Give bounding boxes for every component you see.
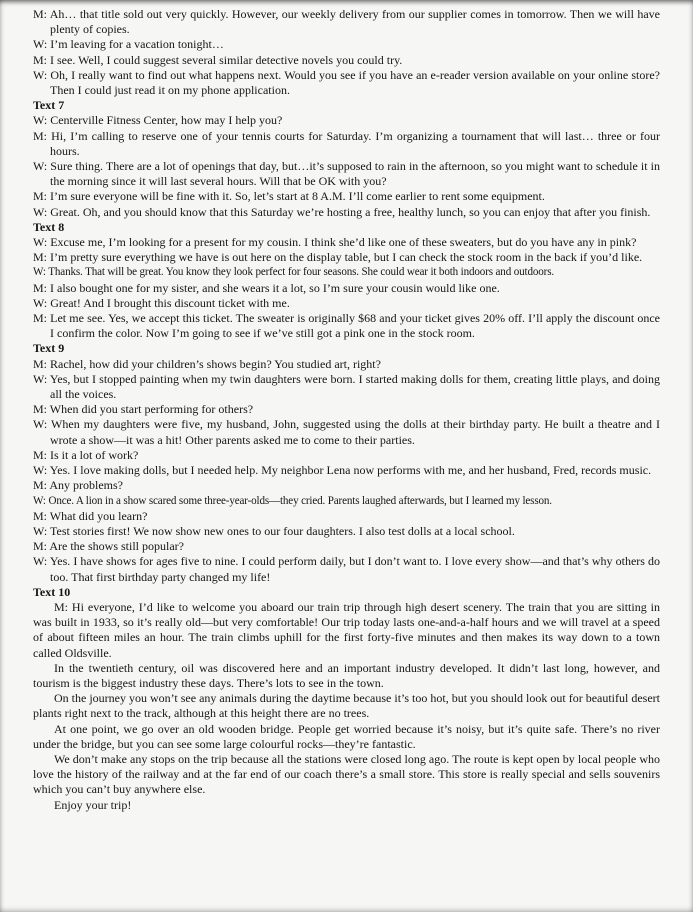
- dialogue-turn: [33, 509, 660, 524]
- text-heading: Text 8: [33, 219, 65, 234]
- turn-text: Yes. I have shows for ages five to nine. I could perform daily, but I don’t want to. I love every show—and that’s why others do too. That first birthday party changed my life!: [47, 554, 660, 584]
- speaker-label: W:: [33, 113, 48, 128]
- speaker-label: M:: [33, 7, 48, 21]
- dialogue-turn: [33, 311, 660, 341]
- turn-text: Great. Oh, and you should know that this Saturday we’re hosting a free, healthy lunch, so you can enjoy that after you finish.: [47, 204, 651, 219]
- turn-text: Is it a lot of work?: [47, 447, 139, 462]
- dialogue-turn: [33, 37, 660, 52]
- turn-text: I’m leaving for a vacation tonight…: [47, 37, 224, 52]
- dialogue-turn: [33, 478, 660, 493]
- dialogue-turn: [33, 281, 660, 296]
- page-content: [33, 7, 660, 813]
- turn-text: Test stories first! We now show new ones to our four daughters. I also test dolls at a local school.: [47, 523, 515, 538]
- speaker-label: W:: [33, 204, 48, 219]
- dialogue-turn: [33, 524, 660, 539]
- turn-text: I’m pretty sure everything we have is out here on the display table, but I can check the stock room in the back if you’d like.: [47, 250, 643, 265]
- monologue-paragraph: We don’t make any stops on the trip because all the stations were closed long ago. The route is kept open by local people who love the history of the railway and at the far end of our coach there’s a small store. This store is really special and sells souvenirs which you can’t buy anywhere else.: [33, 751, 660, 797]
- turn-text: Yes. I love making dolls, but I needed help. My neighbor Lena now performs with me, and her husband, Fred, records music.: [47, 463, 652, 478]
- monologue-paragraph: Enjoy your trip!: [54, 797, 132, 812]
- turn-text: When did you start performing for others?: [47, 402, 254, 417]
- speaker-label: W:: [33, 159, 48, 174]
- speaker-label: W:: [33, 235, 48, 250]
- turn-text: Centerville Fitness Center, how may I help you?: [47, 113, 283, 128]
- speaker-label: M:: [33, 356, 48, 371]
- dialogue-turn: [33, 357, 660, 372]
- speaker-label: M:: [33, 280, 48, 295]
- dialogue-turn: [33, 250, 660, 265]
- turn-text: Once. A lion in a show scared some three-year-olds—they cried. Parents laughed afterwards, but I learned my lesson.: [45, 494, 552, 507]
- turn-text: Are the shows still popular?: [47, 539, 184, 554]
- dialogue-turn: [33, 7, 660, 37]
- text-heading: Text 9: [33, 341, 65, 356]
- dialogue-turn: [33, 372, 660, 402]
- speaker-label: M:: [33, 52, 48, 67]
- turn-text: I’m sure everyone will be fine with it. So, let’s start at 8 A.M. I’ll come earlier to rent some equipment.: [47, 189, 545, 204]
- turn-text: I see. Well, I could suggest several similar detective novels you could try.: [47, 52, 403, 67]
- turn-text: I also bought one for my sister, and she wears it a lot, so I’m sure your cousin would like one.: [47, 280, 500, 295]
- turn-text: Excuse me, I’m looking for a present for my cousin. I think she’d like one of these sweaters, but do you have any in pink?: [47, 235, 637, 250]
- dialogue-turn: [33, 554, 660, 584]
- speaker-label: M:: [33, 539, 48, 554]
- monologue-paragraph: On the journey you won’t see any animals during the daytime because it’s too hot, but you should look out for beautiful desert plants right next to the track, although at this height there are no trees.: [33, 691, 660, 721]
- speaker-label: M:: [33, 402, 48, 417]
- speaker-label: M:: [33, 128, 48, 143]
- speaker-label: W:: [33, 266, 46, 279]
- dialogue-turn: [33, 402, 660, 417]
- dialogue-turn: [33, 68, 660, 98]
- turn-text: Any problems?: [47, 478, 124, 493]
- monologue-paragraph: At one point, we go over an old wooden bridge. People get worried because it’s noisy, but it’s quite safe. There’s no river under the bridge, but you can see some large colourful rocks—they’re fantastic.: [33, 721, 660, 751]
- dialogue-turn: [33, 296, 660, 311]
- turn-text: Rachel, how did your children’s shows begin? You studied art, right?: [47, 356, 381, 371]
- dialogue-turn: [33, 129, 660, 159]
- speaker-label: W:: [33, 371, 48, 386]
- dialogue-turn: [33, 189, 660, 204]
- dialogue-turn: [33, 265, 660, 280]
- dialogue-turn: [33, 417, 660, 447]
- turn-text: Hi, I’m calling to reserve one of your tennis courts for Saturday. I’m organizing a tournament that will last… three or four hours.: [47, 128, 660, 158]
- turn-text: When my daughters were five, my husband, John, suggested using the dolls at their birthday party. He built a theatre and I wrote a show—it was a hit! Other parents asked me to come to their parties.: [47, 417, 660, 447]
- speaker-label: W:: [33, 523, 48, 538]
- dialogue-turn: [33, 113, 660, 128]
- speaker-label: M:: [33, 447, 48, 462]
- text-heading: Text 10: [33, 584, 71, 599]
- speaker-label: M:: [33, 311, 48, 326]
- speaker-label: W:: [33, 463, 48, 478]
- speaker-label: W:: [33, 494, 46, 507]
- turn-text: What did you learn?: [47, 508, 148, 523]
- turn-text: Great! And I brought this discount ticket with me.: [47, 295, 290, 310]
- turn-text: Yes, but I stopped painting when my twin daughters were born. I started making dolls for them, creating little plays, and doing all the voices.: [47, 371, 660, 402]
- speaker-label: W:: [33, 417, 48, 432]
- dialogue-turn: [33, 463, 660, 478]
- turn-text: Sure thing. There are a lot of openings that day, but…it’s supposed to rain in the afternoon, so you might want to schedule it in the morning since it will last several hours. Will that be OK with you?: [47, 159, 660, 189]
- dialogue-turn: [33, 494, 660, 509]
- monologue-paragraph: M: Hi everyone, I’d like to welcome you aboard our train trip through high desert scenery. The train that you are sitting in was built in 1933, so it’s really old—but very comfortable! Our trip today lasts one-and-a-half hours and we will travel at a speed of about fifteen miles an hour. The train climbs uphill for the first forty-five minutes and then makes its way down to a town called Oldsville.: [33, 599, 660, 660]
- dialogue-turn: [33, 205, 660, 220]
- dialogue-turn: [33, 448, 660, 463]
- turn-text: Let me see. Yes, we accept this ticket. The sweater is originally $68 and your ticket gives 20% off. I’ll apply the discount once I confirm the color. Now I’m going to see if we’ve still got a pink one in the stock room.: [47, 311, 660, 341]
- text-heading: Text 7: [33, 98, 65, 113]
- speaker-label: M:: [33, 250, 48, 265]
- dialogue-turn: [33, 539, 660, 554]
- turn-text: Ah… that title sold out very quickly. However, our weekly delivery from our supplier comes in tomorrow. Then we will have plenty of copies.: [47, 7, 660, 37]
- turn-text: Thanks. That will be great. You know they look perfect for four seasons. She could wear it both indoors and outdoors.: [45, 266, 554, 279]
- speaker-label: W:: [33, 295, 48, 310]
- speaker-label: W:: [33, 37, 48, 52]
- speaker-label: M:: [33, 478, 48, 493]
- dialogue-turn: [33, 235, 660, 250]
- turn-text: Oh, I really want to find out what happens next. Would you see if you have an e-reader version available on your online store? Then I could just read it on my phone application.: [47, 67, 660, 98]
- speaker-label: W:: [33, 554, 48, 569]
- speaker-label: M:: [33, 189, 48, 204]
- dialogue-turn: [33, 53, 660, 68]
- speaker-label: M:: [33, 508, 48, 523]
- speaker-label: W:: [33, 67, 48, 82]
- dialogue-turn: [33, 159, 660, 189]
- monologue-paragraph: In the twentieth century, oil was discovered here and an important industry developed. It didn’t last long, however, and tourism is the biggest industry these days. There’s lots to see in the town.: [33, 660, 660, 690]
